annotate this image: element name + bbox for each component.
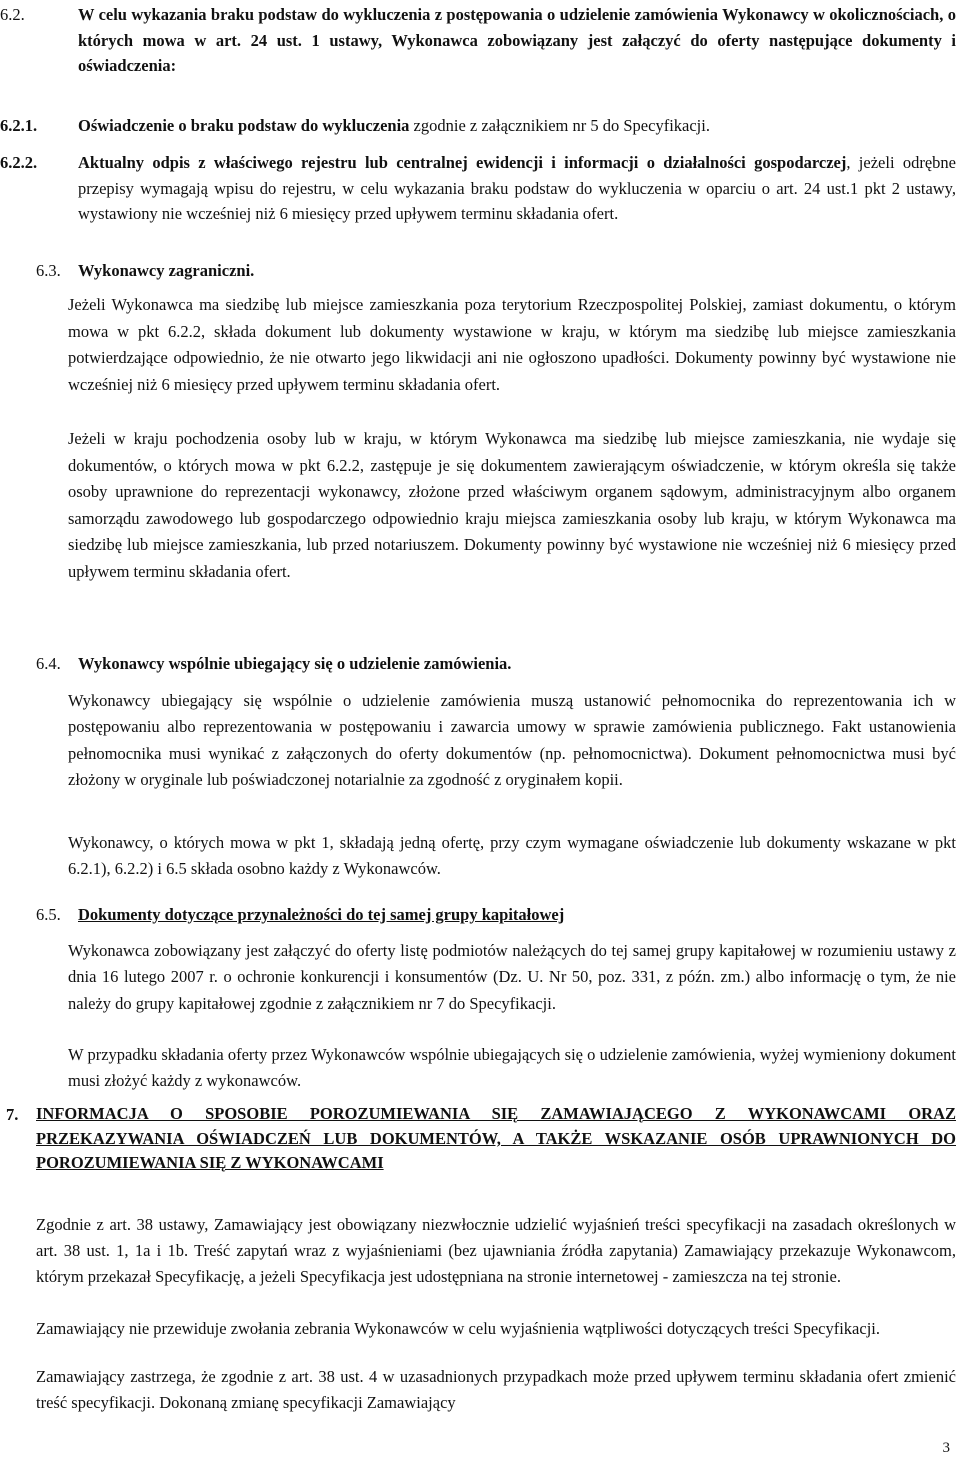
paragraph: Jeżeli w kraju pochodzenia osoby lub w kraju, w którym Wykonawca ma siedzibę lub miejsce zamieszkania, nie wydaje się dokumentów, o których mowa w pkt 6.2.2, zastępuje je się dokumentem zawierającym oświadczenie, w którym określa się także osoby uprawnione do reprezentacji wykonawcy, złożone przed właściwym organem sądowym, administracyjnym albo organem samorządu zawodowego lub gospodarczego odpowiednio kraju miejsca zamieszkania osoby lub kraju, w którym Wykonawca ma siedzibę lub miejsce zamieszkania, lub przed notariuszem. Dokumenty powinny być wystawione nie wcześniej niż 6 miesięcy przed upływem terminu składania ofert. xyxy=(68,429,956,581)
paragraph: W przypadku składania oferty przez Wykonawców wspólnie ubiegających się o udzielenie zamówienia, wyżej wymieniony dokument musi złożyć każdy z wykonawców. xyxy=(68,1045,956,1091)
body-text: , jeżeli odrębne przepisy wymagają wpisu do rejestru, w celu wykazania braku podstaw do wykluczenia w oparciu o art. 24 ust.1 pkt 2 ustawy, wystawiony nie wcześniej niż 6 miesięcy przed upływem terminu składania ofert. xyxy=(78,153,956,224)
section-title: INFORMACJA O SPOSOBIE POROZUMIEWANIA SIĘ ZAMAWIAJĄCEGO Z WYKONAWCAMI ORAZ PRZEKAZYWANIA OŚWIADCZEŃ LUB DOKUMENTÓW, A TAKŻE WSKAZANIE OSÓB UPRAWNIONYCH DO POROZUMIEWANIA SIĘ Z WYKONAWCAMI xyxy=(36,1104,956,1173)
paragraph: Zgodnie z art. 38 ustawy, Zamawiający jest obowiązany niezwłocznie udzielić wyjaśnień treści specyfikacji na zasadach określonych w art. 38 ust. 1, 1a i 1b. Treść zapytań wraz z wyjaśnieniami (bez ujawniania źródła zapytania) Zamawiający przekazuje Wykonawcom, którym przekazał Specyfikację, a jeżeli Specyfikacja jest udostępniana na stronie internetowej - zamieszcza na tej stronie. xyxy=(36,1215,956,1286)
bold-lead: Oświadczenie o braku podstaw do wykluczenia xyxy=(78,116,410,135)
section-number: 6.3. xyxy=(36,261,61,280)
section-text xyxy=(78,150,956,227)
section-title: Dokumenty dotyczące przynależności do tej samej grupy kapitałowej xyxy=(78,905,565,924)
section-number: 6.2. xyxy=(0,5,25,24)
paragraph: Zamawiający zastrzega, że zgodnie z art. 38 ust. 4 w uzasadnionych przypadkach może przed upływem terminu składania ofert zmienić treść specyfikacji. Dokonaną zmianę specyfikacji Zamawiający xyxy=(36,1367,956,1412)
section-title: Wykonawcy wspólnie ubiegający się o udzielenie zamówienia. xyxy=(78,654,512,673)
section-title: Wykonawcy zagraniczni. xyxy=(78,261,255,280)
bold-lead: Aktualny odpis z właściwego rejestru lub centralnej ewidencji i informacji o działalności gospodarczej xyxy=(78,153,847,172)
section-number: 6.2.1. xyxy=(0,116,38,135)
paragraph: Wykonawcy ubiegający się wspólnie o udzielenie zamówienia muszą ustanowić pełnomocnika do reprezentowania ich w postępowaniu albo reprezentowania w postępowaniu i zawarcia umowy w sprawie zamówienia publicznego. Fakt ustanowienia pełnomocnika musi wynikać z załączonych do oferty dokumentów (np. pełnomocnictwa). Dokument pełnomocnictwa musi być złożony w oryginale lub poświadczonej notarialnie za zgodność z oryginałem kopii. xyxy=(68,691,956,790)
section-text xyxy=(78,113,956,139)
paragraph: Jeżeli Wykonawca ma siedzibę lub miejsce zamieszkania poza terytorium Rzeczpospolitej Polskiej, zamiast dokumentu, o którym mowa w pkt 6.2.2, składa dokument lub dokumenty wystawione w kraju, w którym ma siedzibę lub miejsce zamieszkania potwierdzające odpowiednio, że nie otwarto jego likwidacji ani nie ogłoszono upadłości. Dokumenty powinny być wystawione nie wcześniej niż 6 miesięcy przed upływem terminu składania ofert. xyxy=(68,295,956,394)
section-number: 6.2.2. xyxy=(0,153,38,172)
paragraph: Wykonawca zobowiązany jest załączyć do oferty listę podmiotów należących do tej samej grupy kapitałowej w rozumieniu ustawy z dnia 16 lutego 2007 r. o ochronie konkurencji i konsumentów (Dz. U. Nr 50, poz. 331, z późn. zm.) albo informację o tym, że nie należy do grupy kapitałowej zgodnie z załącznikiem nr 7 do Specyfikacji. xyxy=(68,941,956,1013)
section-number: 6.5. xyxy=(36,905,61,924)
section-number: 7. xyxy=(6,1105,19,1124)
section-text: W celu wykazania braku podstaw do wykluczenia z postępowania o udzielenie zamówienia Wykonawcy w okolicznościach, o których mowa w art. 24 ust. 1 ustawy, Wykonawca zobowiązany jest załączyć do oferty następujące dokumenty i oświadczenia: xyxy=(78,5,956,76)
section-number: 6.4. xyxy=(36,654,61,673)
page-number: 3 xyxy=(942,1440,950,1456)
paragraph: Zamawiający nie przewiduje zwołania zebrania Wykonawców w celu wyjaśnienia wątpliwości dotyczących treści Specyfikacji. xyxy=(36,1319,880,1338)
body-text: zgodnie z załącznikiem nr 5 do Specyfikacji. xyxy=(409,116,710,135)
paragraph: Wykonawcy, o których mowa w pkt 1, składają jedną ofertę, przy czym wymagane oświadczenie lub dokumenty wskazane w pkt 6.2.1), 6.2.2) i 6.5 składa osobno każdy z Wykonawców. xyxy=(68,833,956,879)
